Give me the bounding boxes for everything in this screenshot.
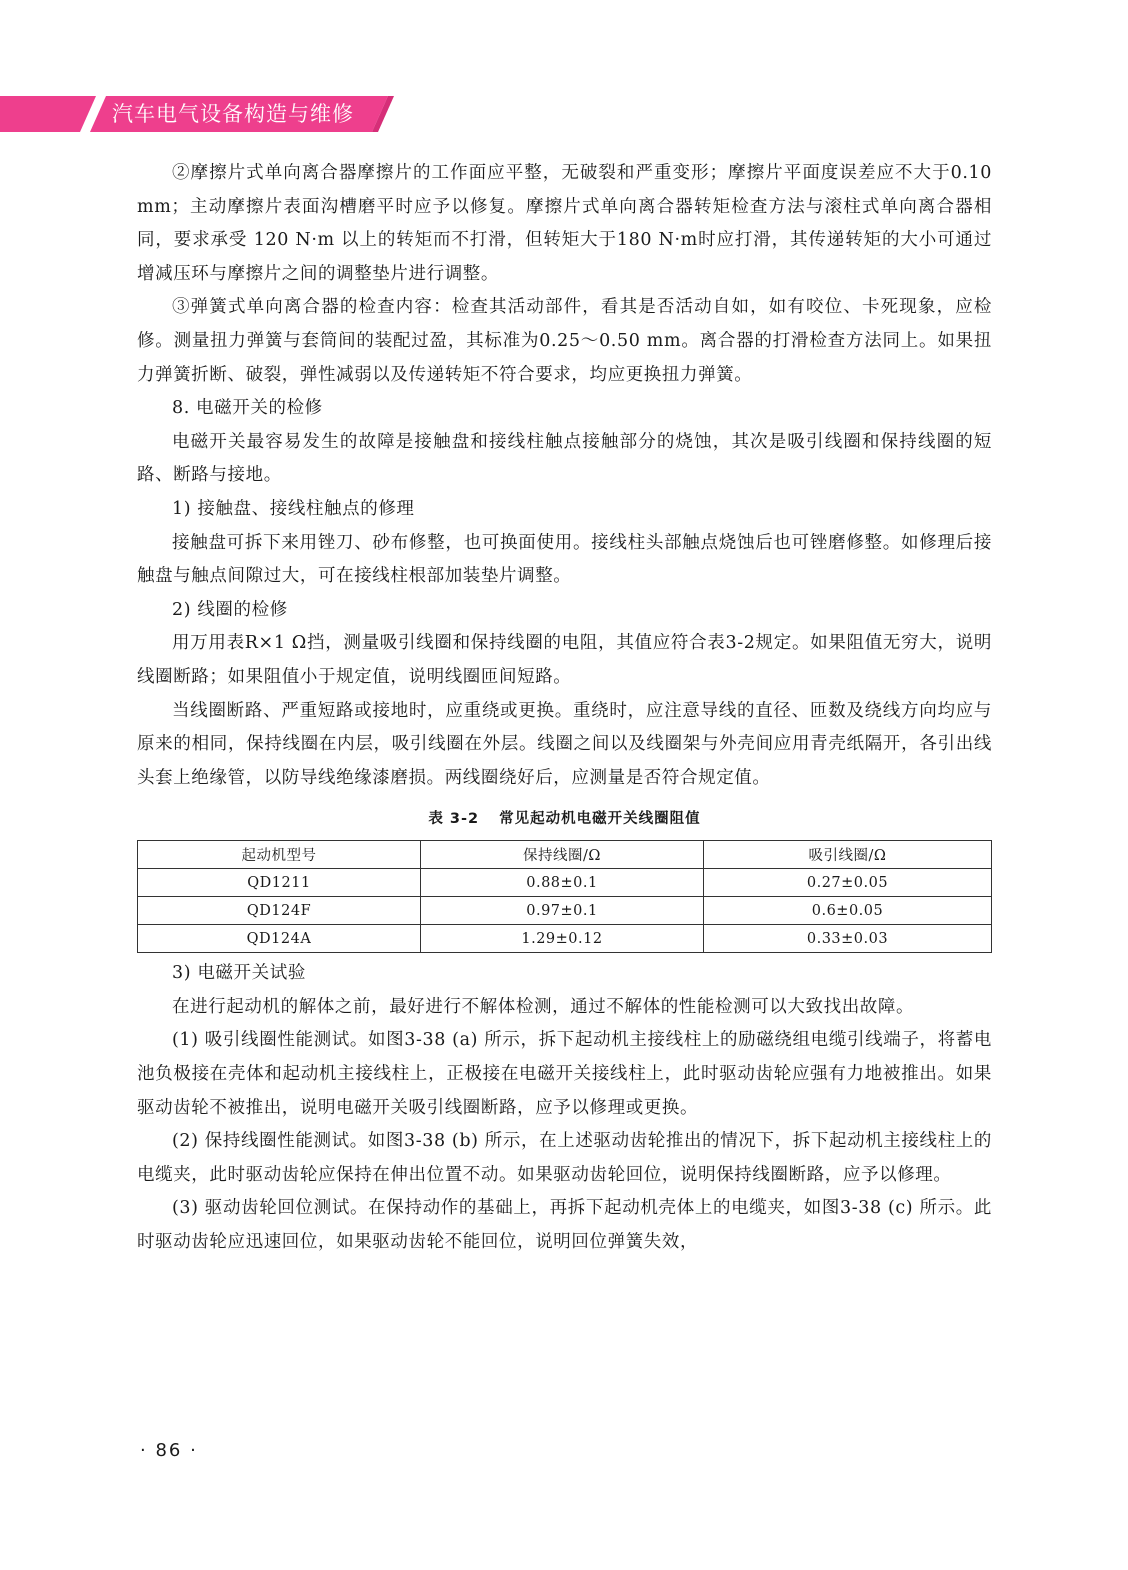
table-cell: QD124F [138,897,421,925]
paragraph: (1) 吸引线圈性能测试。如图3-38 (a) 所示，拆下起动机主接线柱上的励磁绕组电缆引线端子，将蓄电池负极接在壳体和起动机主接线柱上，正极接在电磁开关接线柱上，此时驱动齿轮应强有力地被推出。如果驱动齿轮不被推出，说明电磁开关吸引线圈断路，应予以修理或更换。 [137,1030,992,1118]
page-number: · 86 · [140,1440,198,1461]
table-caption [137,807,992,828]
table-number: 表 3-2 [428,811,480,828]
paragraph: (2) 保持线圈性能测试。如图3-38 (b) 所示，在上述驱动齿轮推出的情况下，拆下起动机主接线柱上的电缆夹，此时驱动齿轮应保持在伸出位置不动。如果驱动齿轮回位，说明保持线圈断路，应予以修理。 [137,1131,992,1185]
paragraph: 电磁开关最容易发生的故障是接触盘和接线柱触点接触部分的烧蚀，其次是吸引线圈和保持线圈的短路、断路与接地。 [137,431,992,486]
subsection-heading: 2) 线圈的检修 [172,599,288,620]
book-title: 汽车电气设备构造与维修 [112,102,354,126]
table-cell: 0.33±0.03 [704,925,992,953]
table-cell: 1.29±0.12 [421,925,704,953]
table-cell: 0.27±0.05 [704,869,992,897]
paragraph: 当线圈断路、严重短路或接地时，应重绕或更换。重绕时，应注意导线的直径、匝数及绕线方向均应与原来的相同，保持线圈在内层，吸引线圈在外层。线圈之间以及线圈架与外壳间应用青壳纸隔开，各引出线头套上绝缘管，以防导线绝缘漆磨损。两线圈绕好后，应测量是否符合规定值。 [137,700,992,788]
chapter-header-banner [0,96,420,132]
table-cell: QD1211 [138,869,421,897]
column-header: 保持线圈/Ω [421,841,704,869]
section-heading: 8. 电磁开关的检修 [172,398,323,419]
table-cell: 0.97±0.1 [421,897,704,925]
page-content [137,157,992,1260]
table-cell: 0.88±0.1 [421,869,704,897]
subsection-heading: 3) 电磁开关试验 [172,963,306,984]
table-title: 常见起动机电磁开关线圈阻值 [499,811,701,828]
column-header: 吸引线圈/Ω [704,841,992,869]
paragraph: ②摩擦片式单向离合器摩擦片的工作面应平整，无破裂和严重变形；摩擦片平面度误差应不大于0.10 mm；主动摩擦片表面沟槽磨平时应予以修复。摩擦片式单向离合器转矩检查方法与滚柱式单向离合器相同，要求承受 120 N·m 以上的转矩而不打滑，但转矩大于180 N·m时应打滑，其传递转矩的大小可通过增减压环与摩擦片之间的调整垫片进行调整。 [137,163,992,284]
table-cell: QD124A [138,925,421,953]
table-row [138,897,992,925]
table-header-row [138,841,992,869]
coil-resistance-table [137,840,992,953]
paragraph: 在进行起动机的解体之前，最好进行不解体检测，通过不解体的性能检测可以大致找出故障。 [172,996,915,1017]
paragraph: 接触盘可拆下来用锉刀、砂布修整，也可换面使用。接线柱头部触点烧蚀后也可锉磨修整。如修理后接触盘与触点间隙过大，可在接线柱根部加装垫片调整。 [137,532,992,587]
column-header: 起动机型号 [138,841,421,869]
table-row [138,869,992,897]
table-row [138,925,992,953]
table-cell: 0.6±0.05 [704,897,992,925]
paragraph: (3) 驱动齿轮回位测试。在保持动作的基础上，再拆下起动机壳体上的电缆夹，如图3-38 (c) 所示。此时驱动齿轮应迅速回位，如果驱动齿轮不能回位，说明回位弹簧失效， [137,1198,992,1253]
paragraph: 用万用表R×1 Ω挡，测量吸引线圈和保持线圈的电阻，其值应符合表3-2规定。如果阻值无穷大，说明线圈断路；如果阻值小于规定值，说明线圈匝间短路。 [137,633,992,687]
subsection-heading: 1) 接触盘、接线柱触点的修理 [172,498,415,519]
paragraph: ③弹簧式单向离合器的检查内容：检查其活动部件，看其是否活动自如，如有咬位、卡死现象，应检修。测量扭力弹簧与套筒间的装配过盈，其标准为0.25～0.50 mm。离合器的打滑检查方法同上。如果扭力弹簧折断、破裂，弹性减弱以及传递转矩不符合要求，均应更换扭力弹簧。 [137,297,992,385]
